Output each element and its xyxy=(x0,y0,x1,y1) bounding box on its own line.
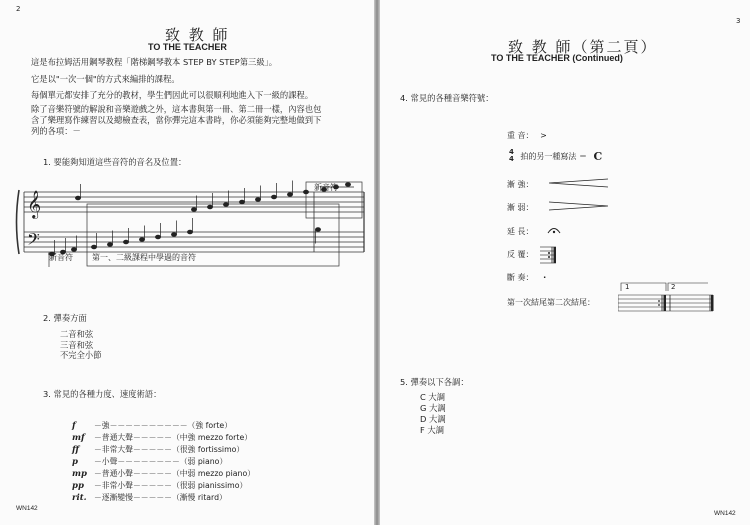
keys-list xyxy=(420,392,446,436)
symbol-row-staccato xyxy=(507,272,546,283)
time-signature-icon xyxy=(509,149,514,163)
intro-line: 每個單元都安排了充分的教材，學生們因此可以很順利地進入下一級的課程。 xyxy=(31,89,314,100)
footer-code-left: WN142 xyxy=(16,505,38,512)
symbol-label: 斷 奏： xyxy=(507,273,534,282)
symbol-label: 延 長： xyxy=(507,227,534,236)
timesig-top: 4 xyxy=(509,148,514,156)
section-2-heading: 2. 彈奏方面 xyxy=(43,313,87,323)
dynamics-row xyxy=(72,444,244,455)
accent-icon: > xyxy=(540,131,547,140)
dynamics-row xyxy=(72,432,252,443)
symbol-row-common-time xyxy=(509,149,602,163)
symbol-row-endings xyxy=(507,297,595,308)
page-number-right: 3 xyxy=(736,17,741,25)
dynamics-row xyxy=(72,492,227,503)
svg-text:𝄞: 𝄞 xyxy=(27,190,42,218)
intro-line: 這是布拉姆活用鋼琴教程「階梯鋼琴教本 STEP BY STEP第三級」。 xyxy=(31,57,278,67)
dynamic-text: －強－－－－－－－－－－（強 forte） xyxy=(94,421,233,430)
dynamics-row xyxy=(72,480,247,491)
endings-icon xyxy=(618,281,714,317)
right-page xyxy=(380,0,750,525)
dynamic-text: －小聲－－－－－－－－（弱 piano） xyxy=(94,457,228,466)
dynamic-text: －非常大聲－－－－－（很強 fortissimo） xyxy=(94,445,245,454)
intro-line: 列的各項：－ xyxy=(31,126,81,137)
dynamic-symbol: f xyxy=(72,421,76,431)
staccato-icon: · xyxy=(543,273,547,282)
common-time-icon: C xyxy=(593,149,603,163)
page-title-zh: 致 教 師（第二頁） xyxy=(508,38,658,56)
page-title-zh: 致 教 師 xyxy=(165,26,230,44)
timesig-bottom: 4 xyxy=(509,155,514,163)
list-item: 三音和弦 xyxy=(60,339,94,350)
section-4-heading: 4. 常見的各種音樂符號： xyxy=(400,93,494,103)
symbol-row-decrescendo xyxy=(507,202,534,213)
dynamic-symbol: p xyxy=(72,457,78,467)
crescendo-icon xyxy=(548,178,610,188)
list-item: D 大調 xyxy=(420,414,446,424)
svg-text:𝄢: 𝄢 xyxy=(27,229,40,253)
symbol-row-accent xyxy=(507,130,547,141)
dynamic-text: －普通小聲－－－－－（中弱 mezzo piano） xyxy=(94,469,256,478)
intro-line: 除了音樂符號的解說和音樂遊戲之外，這本書與第一冊、第二冊一樣，內容也包 xyxy=(31,103,322,114)
symbol-row-repeat xyxy=(507,249,534,260)
decrescendo-icon xyxy=(548,201,610,211)
dynamics-row xyxy=(72,468,255,479)
page-title-en: TO THE TEACHER (Continued) xyxy=(491,53,623,63)
symbol-row-fermata xyxy=(507,226,534,237)
dynamic-symbol: mf xyxy=(72,433,85,443)
list-item: G 大調 xyxy=(420,403,446,413)
section-5-heading: 5. 彈奏以下各調： xyxy=(400,377,469,387)
playing-list xyxy=(60,329,102,361)
dynamic-symbol: mp xyxy=(72,469,87,479)
list-item: 不完全小節 xyxy=(60,350,102,360)
symbol-label: 反 覆： xyxy=(507,250,534,259)
footer-code-right: WN142 xyxy=(714,510,736,517)
list-item: 二音和弦 xyxy=(60,329,94,339)
symbol-label: 拍的另一種寫法 ＝ xyxy=(520,151,587,161)
list-item: C 大調 xyxy=(420,392,446,402)
page-number-left: 2 xyxy=(16,5,21,13)
symbol-row-crescendo xyxy=(507,179,534,190)
dynamics-row xyxy=(72,456,227,467)
symbol-label: 重 音： xyxy=(507,131,534,140)
dynamic-symbol: pp xyxy=(72,481,84,491)
dynamics-row xyxy=(72,420,232,431)
intro-line: 含了樂理寫作練習以及總檢查表，當你彈完這本書時，你必須能夠完整地做到下 xyxy=(31,115,322,126)
section-3-heading: 3. 常見的各種力度、速度術語： xyxy=(43,389,162,399)
symbol-label: 漸 弱： xyxy=(507,203,534,212)
repeat-icon xyxy=(540,244,558,266)
intro-line: 它是以"一次一個"的方式來編排的課程。 xyxy=(31,74,180,85)
symbol-label: 第一次結尾第二次結尾： xyxy=(507,298,595,307)
dynamic-symbol: ff xyxy=(72,445,80,455)
dynamic-symbol: rit. xyxy=(72,493,87,503)
section-1-heading: 1. 要能夠知道這些音符的音名及位置： xyxy=(43,157,187,167)
dynamic-text: －普通大聲－－－－－（中強 mezzo forte） xyxy=(94,433,253,442)
left-page xyxy=(0,0,374,525)
new-notes-label-bottom: 新音符 xyxy=(49,253,73,262)
intro-paragraph xyxy=(31,57,321,138)
fermata-icon xyxy=(547,225,561,235)
dynamic-text: －逐漸變慢－－－－－（漸慢 ritard） xyxy=(94,493,227,502)
new-notes-label-top: 新音符 xyxy=(314,183,338,192)
page-title-en: TO THE TEACHER xyxy=(148,42,227,52)
ending-1-label: 1 xyxy=(625,283,630,291)
dynamic-text: －非常小聲－－－－－（很弱 pianissimo） xyxy=(94,481,248,490)
list-item: F 大調 xyxy=(420,425,445,435)
ending-2-label: 2 xyxy=(671,283,676,291)
learned-notes-label: 第一、二級課程中學過的音符 xyxy=(92,253,196,262)
symbol-label: 漸 強： xyxy=(507,180,534,189)
